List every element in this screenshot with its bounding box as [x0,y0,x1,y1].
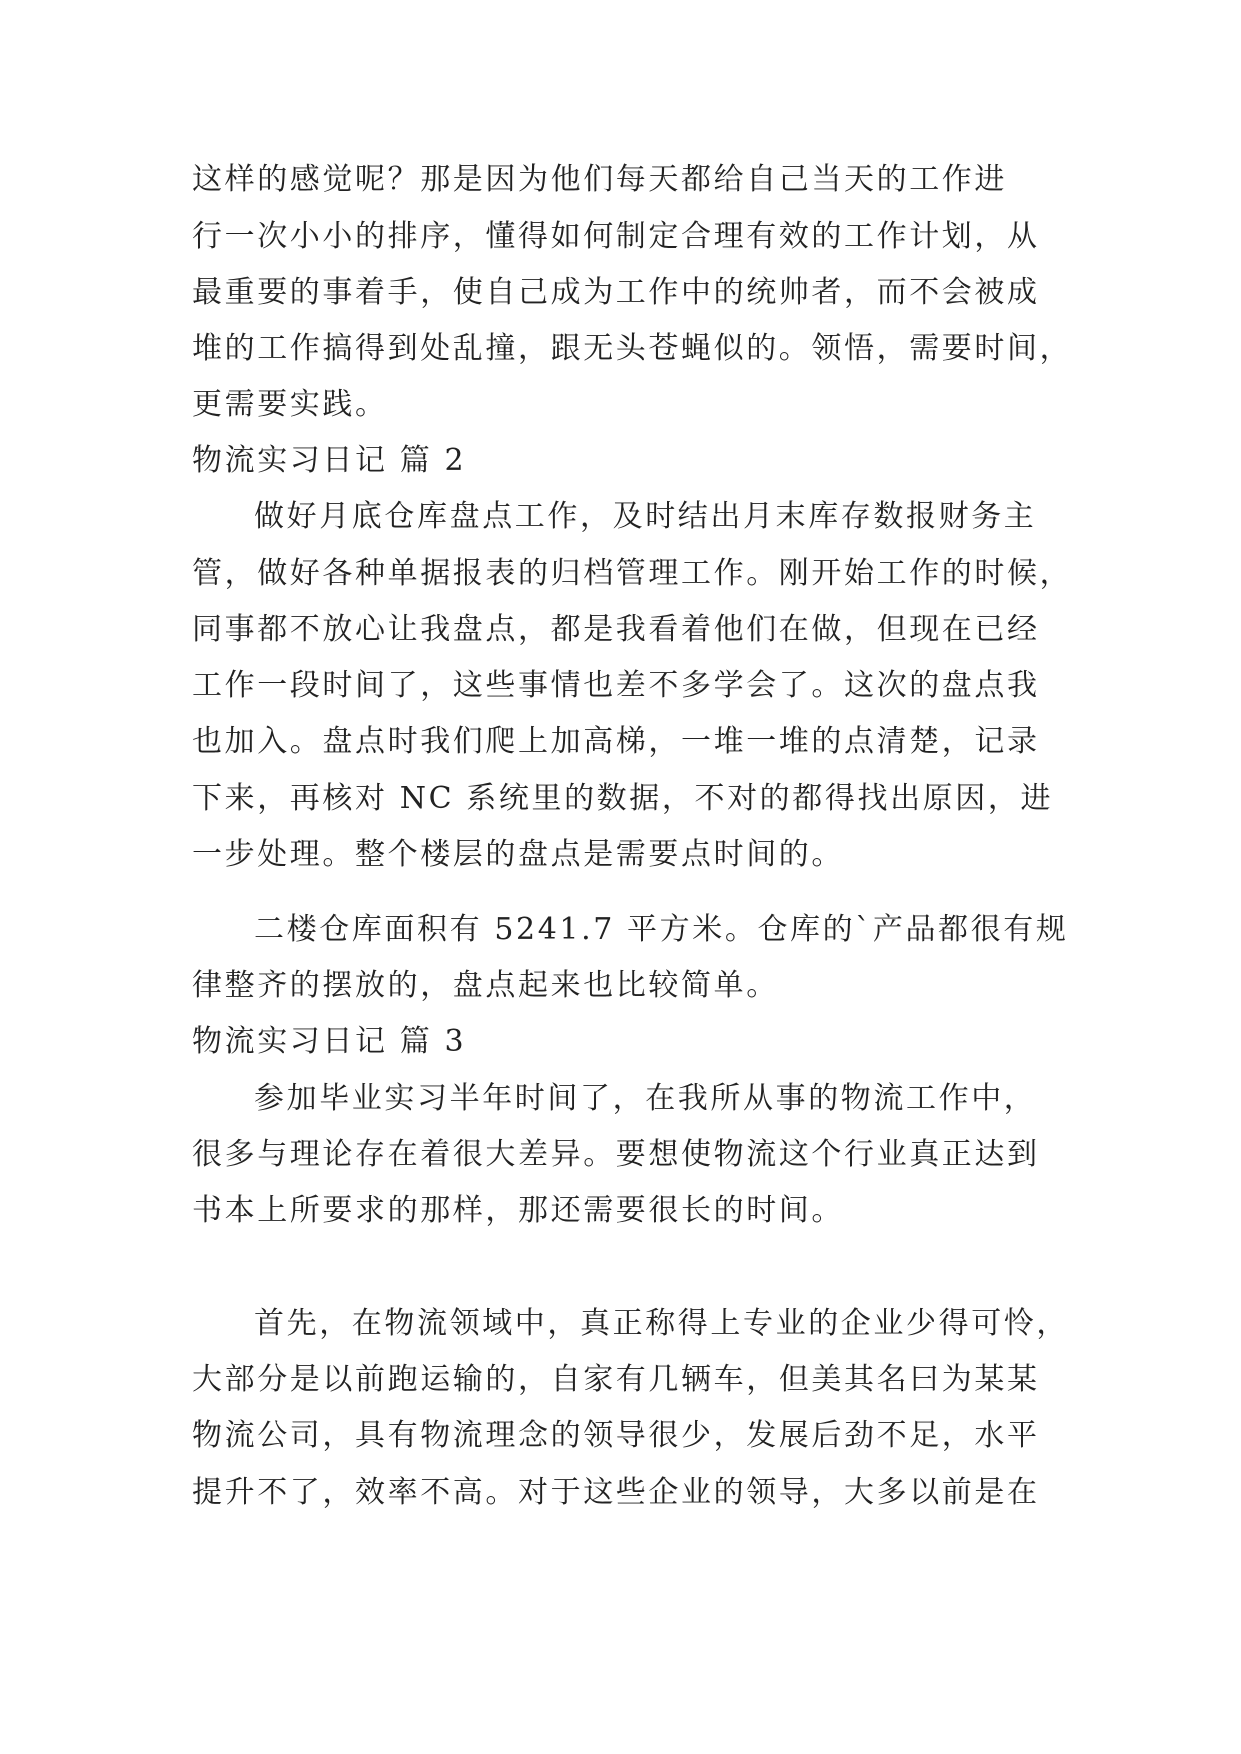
section-heading: 物流实习日记 篇 3 [192,1024,467,1059]
paragraph-line: 同事都不放心让我盘点，都是我看着他们在做，但现在已经 [192,612,1040,647]
paragraph-line: 行一次小小的排序，懂得如何制定合理有效的工作计划，从 [192,219,1040,254]
paragraph-line: 一步处理。整个楼层的盘点是需要点时间的。 [192,837,844,872]
paragraph-line: 书本上所要求的那样，那还需要很长的时间。 [192,1193,844,1228]
paragraph-line: 做好月底仓库盘点工作，及时结出月末库存数报财务主 [254,499,1037,534]
paragraph-line: 物流公司，具有物流理念的领导很少，发展后劲不足，水平 [192,1418,1040,1453]
paragraph-line: 最重要的事着手，使自己成为工作中的统帅者，而不会被成 [192,275,1040,310]
paragraph-line: 提升不了，效率不高。对于这些企业的领导，大多以前是在 [192,1475,1040,1510]
paragraph-line: 也加入。盘点时我们爬上加高梯，一堆一堆的点清楚，记录 [192,724,1040,759]
paragraph-line: 工作一段时间了，这些事情也差不多学会了。这次的盘点我 [192,668,1040,703]
paragraph-line: 管，做好各种单据报表的归档管理工作。刚开始工作的时候， [192,556,1073,591]
paragraph-line: 大部分是以前跑运输的，自家有几辆车，但美其名曰为某某 [192,1362,1040,1397]
paragraph-line: 堆的工作搞得到处乱撞，跟无头苍蝇似的。领悟，需要时间， [192,331,1073,366]
paragraph-line: 很多与理论存在着很大差异。要想使物流这个行业真正达到 [192,1137,1040,1172]
paragraph-line: 更需要实践。 [192,387,388,422]
paragraph-line: 这样的感觉呢？那是因为他们每天都给自己当天的工作进 [192,162,1007,197]
paragraph-line: 下来，再核对 NC 系统里的数据，不对的都得找出原因，进 [192,781,1054,816]
paragraph-line: 二楼仓库面积有 5241.7 平方米。仓库的`产品都很有规 [254,912,1069,947]
paragraph-line: 参加毕业实习半年时间了，在我所从事的物流工作中， [254,1081,1037,1116]
section-heading: 物流实习日记 篇 2 [192,443,467,478]
paragraph-line: 首先，在物流领域中，真正称得上专业的企业少得可怜， [254,1306,1069,1341]
paragraph-line: 律整齐的摆放的，盘点起来也比较简单。 [192,968,779,1003]
